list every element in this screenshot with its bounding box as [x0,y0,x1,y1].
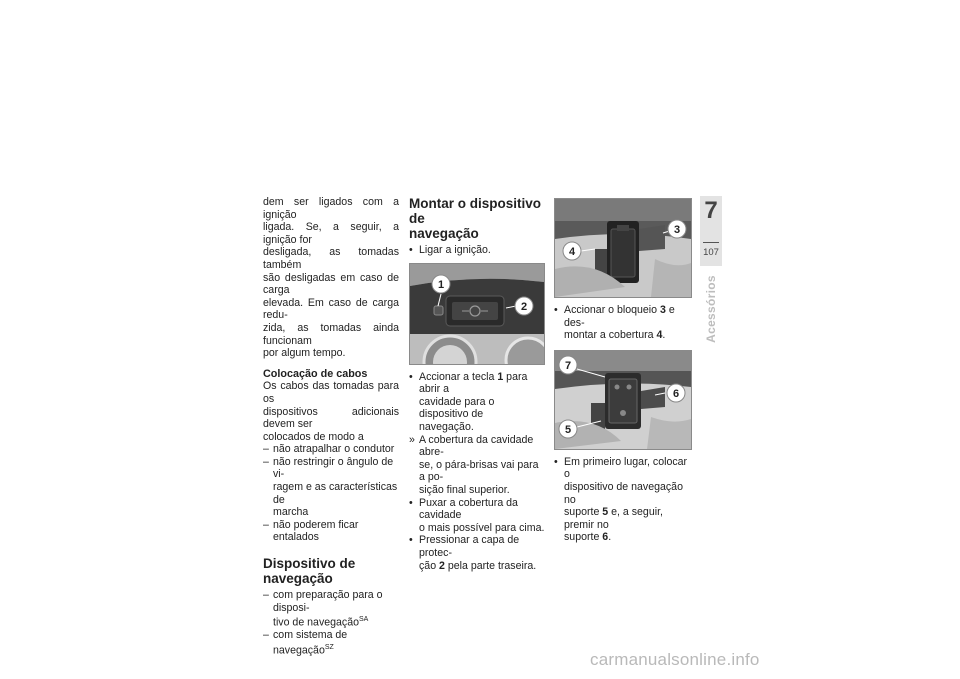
figure-holder [554,350,692,450]
intro-paragraph: dem ser ligados com a ignição ligada. Se, a seguir, a ignição for desligada, as tomadas também são desligadas em caso de carga elevada. Em caso de carga redu- zida, as tomadas ainda funcionam por algum tempo. [263,196,399,360]
list-item: • Em primeiro lugar, colocar o dispositivo de navegação no suporte 5 e, a seguir, premir no suporte 6. [554,455,688,544]
list-item: – com sistema de navegação$^{SZ}$ [263,629,348,657]
mount-steps [409,371,545,573]
figure-dashboard [409,263,545,365]
list-item: • Puxar a cobertura da cavidade o mais possível para cima. [409,496,545,534]
callout-3: 3 [673,224,681,236]
page-number: 107 [703,247,719,258]
column-1 [263,196,399,657]
list-item: • Accionar o bloqueio 3 e des- montar a cobertura 4. [554,304,675,342]
callout-7: 7 [564,359,572,372]
cable-list [263,443,399,544]
list-item: » A cobertura da cavidade abre- se, o pára-brisas vai para a po- sição final superior. [409,433,539,496]
list-item: – não atrapalhar o condutor [263,443,395,456]
cover-lock-illustration [555,199,691,297]
mount-heading: Montar o dispositivo de navegação [409,196,542,241]
list-item: – não restringir o ângulo de vi- ragem e as características de marcha [263,455,398,519]
callout-2: 2 [520,300,528,313]
list-item: • Pressionar a capa de protec- ção 2 pela parte traseira. [409,534,537,572]
nav-list [263,589,399,657]
cable-paragraph: Os cabos das tomadas para os dispositivos adicionais devem ser colocados de modo a [263,380,399,443]
chapter-number: 7 [704,197,718,224]
list-item: – com preparação para o disposi- tivo de navegação$^{SA}$ [263,589,383,629]
callout-5: 5 [564,423,572,436]
option-sup: SA [359,616,369,624]
holder-illustration [555,351,691,449]
column-2 [409,196,545,572]
watermark: carmanualsonline.info [590,650,760,669]
option-sup: SZ [324,643,334,651]
divider [703,242,719,243]
section-label: Acessórios [704,275,718,343]
callout-6: 6 [672,387,680,400]
column-3 [554,198,692,544]
nav-heading: Dispositivo de navegação [263,556,356,587]
chapter-tab [700,196,722,266]
list-item: • Accionar a tecla 1 para abrir a cavidade para o dispositivo de navegação. [409,370,528,433]
callout-1: 1 [437,278,445,291]
dashboard-illustration [410,264,544,364]
figure-cover-lock [554,198,692,298]
list-item: • Ligar a ignição. [409,244,491,256]
cable-heading: Colocação de cabos [263,367,368,380]
list-item: – não poderem ficar entalados [263,518,359,544]
callout-4: 4 [568,246,576,258]
